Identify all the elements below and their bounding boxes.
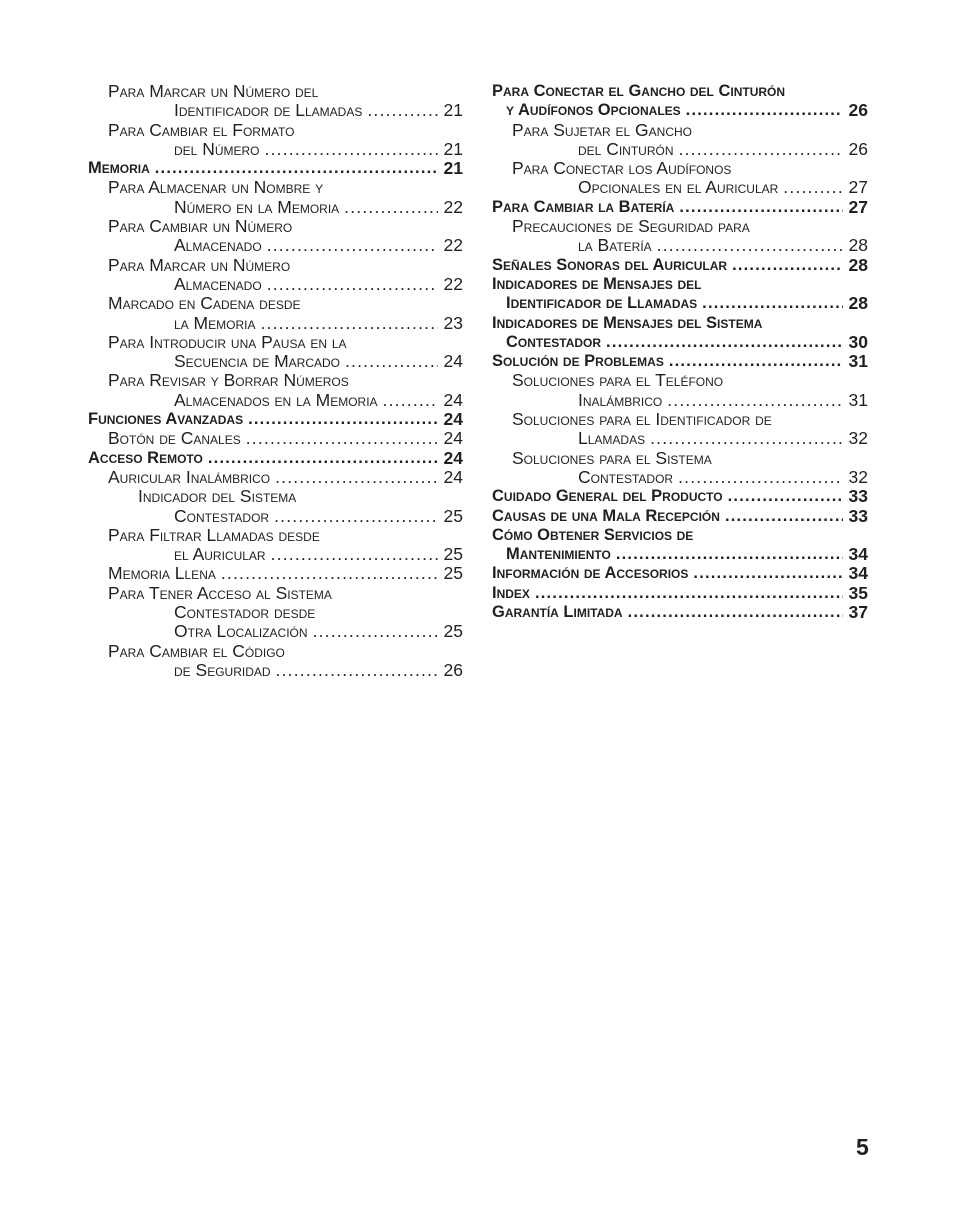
- toc-entry-title: del Número: [174, 139, 260, 159]
- toc-page-number: 24: [443, 352, 463, 372]
- toc-entry-title: Auricular Inalámbrico: [108, 467, 271, 487]
- toc-page-number: 27: [848, 197, 868, 217]
- toc-page-number: 25: [443, 564, 463, 584]
- dot-leader: [271, 545, 438, 564]
- toc-entry: [88, 449, 463, 468]
- toc-entry-title: Para Introducir una Pausa en la: [108, 332, 347, 352]
- toc-entry-title: Inalámbrico: [578, 390, 663, 410]
- toc-entry: [492, 294, 868, 313]
- toc-entry: [492, 429, 868, 448]
- toc-page-number: 27: [848, 178, 868, 198]
- toc-entry-title: Para Marcar un Número: [108, 255, 291, 275]
- toc-page-number: 24: [443, 448, 463, 468]
- dot-leader: [702, 294, 842, 313]
- dot-leader: [679, 198, 842, 217]
- toc-entry-title: Indicadores de Mensajes del: [492, 274, 702, 293]
- toc-entry: [492, 584, 868, 603]
- toc-page-number: 28: [848, 255, 868, 275]
- dot-leader: [276, 661, 438, 680]
- toc-entry: [88, 198, 463, 217]
- dot-leader: [275, 468, 437, 487]
- toc-entry: [492, 140, 868, 159]
- toc-entry-title: y Audífonos Opcionales: [506, 101, 681, 120]
- dot-leader: [208, 449, 438, 468]
- dot-leader: [679, 140, 843, 159]
- toc-entry-title: Solución de Problemas: [492, 352, 664, 371]
- toc-entry: [492, 603, 868, 622]
- toc-entry: [492, 178, 868, 197]
- toc-entry: [88, 487, 463, 506]
- dot-leader: [535, 584, 843, 603]
- dot-leader: [221, 564, 438, 583]
- toc-entry: [88, 314, 463, 333]
- dot-leader: [367, 101, 437, 120]
- toc-entry: [492, 391, 868, 410]
- toc-entry: [492, 352, 868, 371]
- toc-entry-title: Funciones Avanzadas: [88, 410, 244, 429]
- toc-entry-title: Precauciones de Seguridad para: [512, 217, 750, 237]
- toc-entry-title: Para Conectar el Gancho del Cinturón: [492, 82, 786, 100]
- toc-entry: [492, 526, 868, 545]
- toc-entry: [88, 256, 463, 275]
- toc-entry-title: Para Cambiar la Batería: [492, 197, 675, 216]
- toc-entry: [492, 487, 868, 506]
- toc-entry: [88, 429, 463, 448]
- toc-entry: [88, 545, 463, 564]
- toc-entry-title: Index: [492, 583, 530, 602]
- toc-page-number: 26: [848, 139, 868, 159]
- toc-entry: [88, 622, 463, 641]
- toc-entry-title: la Memoria: [174, 313, 256, 333]
- toc-entry: [88, 101, 463, 120]
- toc-page-number: 31: [848, 390, 868, 410]
- toc-entry-title: Para Filtrar Llamadas desde: [108, 525, 320, 545]
- toc-entry: [492, 507, 868, 526]
- toc-entry-title: Para Sujetar el Gancho: [512, 120, 693, 140]
- toc-page-number: 32: [848, 429, 868, 449]
- toc-page-number: 28: [848, 236, 868, 256]
- toc-entry: [492, 468, 868, 487]
- toc-entry-title: Soluciones para el Sistema: [512, 448, 712, 468]
- toc-entry: [88, 294, 463, 313]
- toc-entry: [492, 236, 868, 255]
- toc-page-number: 31: [848, 352, 868, 372]
- toc-page-number: 22: [443, 274, 463, 294]
- toc-entry: [492, 564, 868, 583]
- toc-entry-title: Soluciones para el Identificador de: [512, 410, 772, 430]
- toc-entry-title: el Auricular: [174, 545, 266, 565]
- toc-entry: [492, 545, 868, 564]
- toc-entry: [88, 391, 463, 410]
- dot-leader: [383, 391, 438, 410]
- toc-entry-title: Almacenado: [174, 274, 262, 294]
- dot-leader: [667, 391, 842, 410]
- toc-entry: [88, 236, 463, 255]
- toc-page-number: 24: [443, 410, 463, 430]
- toc-entry: [492, 333, 868, 352]
- toc-entry: [88, 140, 463, 159]
- toc-page-number: 24: [443, 467, 463, 487]
- toc-page-number: 26: [848, 101, 868, 121]
- toc-entry: [88, 371, 463, 390]
- dot-leader: [267, 236, 438, 255]
- toc-entry: [492, 121, 868, 140]
- toc-entry: [492, 198, 868, 217]
- toc-right-column: [492, 82, 868, 622]
- toc-entry-title: Indicadores de Mensajes del Sistema: [492, 313, 763, 332]
- dot-leader: [265, 140, 438, 159]
- toc-page-number: 24: [443, 429, 463, 449]
- toc-entry: [88, 178, 463, 197]
- toc-entry: [88, 352, 463, 371]
- toc-page-number: 25: [443, 506, 463, 526]
- toc-page-number: 21: [443, 101, 463, 121]
- toc-page-number: 24: [443, 390, 463, 410]
- toc-entry: [88, 507, 463, 526]
- dot-leader: [246, 429, 438, 448]
- dot-leader: [248, 410, 437, 429]
- toc-entry-title: de Seguridad: [174, 660, 271, 680]
- toc-entry-title: Cómo Obtener Servicios de: [492, 525, 694, 544]
- dot-leader: [650, 429, 842, 448]
- toc-page-number: 22: [443, 236, 463, 256]
- toc-entry-title: Secuencia de Marcado: [174, 352, 340, 372]
- toc-entry-title: Soluciones para el Teléfono: [512, 371, 724, 391]
- dot-leader: [628, 603, 843, 622]
- dot-leader: [669, 352, 843, 371]
- toc-page-number: 34: [848, 545, 868, 565]
- dot-leader: [693, 564, 842, 583]
- toc-entry-title: Marcado en Cadena desde: [108, 294, 301, 314]
- toc-page-number: 34: [848, 564, 868, 584]
- toc-entry: [88, 603, 463, 622]
- toc-page-number: 22: [443, 197, 463, 217]
- toc-entry: [88, 159, 463, 178]
- dot-leader: [686, 101, 843, 120]
- toc-entry-title: Contestador: [174, 506, 270, 526]
- toc-page-number: 25: [443, 622, 463, 642]
- dot-leader: [678, 468, 842, 487]
- toc-entry: [88, 333, 463, 352]
- dot-leader: [616, 545, 843, 564]
- toc-entry-title: Memoria: [88, 159, 150, 178]
- toc-entry-title: Mantenimiento: [506, 545, 611, 564]
- dot-leader: [345, 352, 438, 371]
- toc-entry-title: Para Cambiar el Formato: [108, 120, 295, 140]
- toc-entry: [88, 121, 463, 140]
- toc-entry-title: Número en la Memoria: [174, 197, 340, 217]
- toc-entry: [88, 82, 463, 101]
- dot-leader: [267, 275, 438, 294]
- page-number: 5: [856, 1134, 869, 1160]
- toc-left-column: [88, 82, 463, 680]
- toc-entry-title: Para Conectar los Audífonos: [512, 159, 732, 179]
- dot-leader: [606, 333, 843, 352]
- toc-entry-title: Llamadas: [578, 429, 646, 449]
- toc-entry-title: Identificador de Llamadas: [174, 101, 363, 121]
- toc-page-number: 35: [848, 583, 868, 603]
- toc-entry: [88, 410, 463, 429]
- toc-entry: [88, 642, 463, 661]
- toc-entry: [492, 159, 868, 178]
- dot-leader: [732, 256, 842, 275]
- toc-entry: [492, 101, 868, 120]
- toc-entry-title: Contestador: [506, 332, 602, 351]
- toc-entry: [88, 217, 463, 236]
- toc-page-number: 25: [443, 545, 463, 565]
- toc-entry-title: Almacenado: [174, 236, 262, 256]
- dot-leader: [313, 622, 438, 641]
- toc-entry-title: Cuidado General del Producto: [492, 487, 723, 506]
- toc-entry: [88, 526, 463, 545]
- toc-entry-title: Memoria Llena: [108, 564, 216, 584]
- toc-entry-title: Para Almacenar un Nombre y: [108, 178, 324, 198]
- toc-entry: [492, 217, 868, 236]
- dot-leader: [344, 198, 437, 217]
- toc-entry-title: Identificador de Llamadas: [506, 294, 698, 313]
- toc-entry-title: Señales Sonoras del Auricular: [492, 255, 728, 274]
- toc-entry-title: Opcionales en el Auricular: [578, 178, 779, 198]
- toc-page-number: 37: [848, 603, 868, 623]
- toc-entry-title: Causas de una Mala Recepción: [492, 506, 720, 525]
- toc-page-number: 33: [848, 506, 868, 526]
- toc-entry: [492, 275, 868, 294]
- dot-leader: [274, 507, 437, 526]
- toc-entry: [492, 256, 868, 275]
- toc-page-number: 33: [848, 487, 868, 507]
- toc-entry-title: Indicador del Sistema: [138, 487, 297, 507]
- dot-leader: [657, 236, 843, 255]
- toc-entry-title: Otra Localización: [174, 622, 308, 642]
- toc-entry-title: Almacenados en la Memoria: [174, 390, 378, 410]
- toc-entry-title: Información de Accesorios: [492, 564, 689, 583]
- toc-entry-title: Para Marcar un Número del: [108, 82, 319, 101]
- dot-leader: [260, 314, 437, 333]
- toc-entry: [88, 661, 463, 680]
- toc-entry-title: Contestador: [578, 467, 674, 487]
- dot-leader: [725, 507, 843, 526]
- toc-entry: [88, 584, 463, 603]
- toc-entry: [492, 82, 868, 101]
- toc-page-number: 21: [443, 159, 463, 179]
- toc-entry: [492, 410, 868, 429]
- toc-entry-title: Para Cambiar el Código: [108, 641, 285, 661]
- toc-page-number: 26: [443, 660, 463, 680]
- toc-page-number: 30: [848, 332, 868, 352]
- toc-page-number: 21: [443, 139, 463, 159]
- toc-entry-title: del Cinturón: [578, 139, 674, 159]
- toc-page-number: 23: [443, 313, 463, 333]
- toc-entry: [88, 468, 463, 487]
- dot-leader: [155, 159, 438, 178]
- toc-entry-title: Botón de Canales: [108, 429, 241, 449]
- toc-entry: [492, 314, 868, 333]
- toc-entry: [492, 371, 868, 390]
- toc-entry-title: Acceso Remoto: [88, 448, 203, 467]
- toc-entry-title: Garantía Limitada: [492, 603, 623, 622]
- toc-entry-title: Para Cambiar un Número: [108, 217, 293, 237]
- toc-entry-title: Contestador desde: [174, 603, 316, 623]
- toc-entry: [88, 564, 463, 583]
- dot-leader: [783, 178, 842, 197]
- toc-entry: [492, 449, 868, 468]
- dot-leader: [728, 487, 843, 506]
- toc-entry-title: Para Tener Acceso al Sistema: [108, 583, 332, 603]
- toc-entry-title: la Batería: [578, 236, 652, 256]
- toc-entry: [88, 275, 463, 294]
- toc-page-number: 32: [848, 467, 868, 487]
- toc-entry-title: Para Revisar y Borrar Números: [108, 371, 349, 391]
- toc-page-number: 28: [848, 294, 868, 314]
